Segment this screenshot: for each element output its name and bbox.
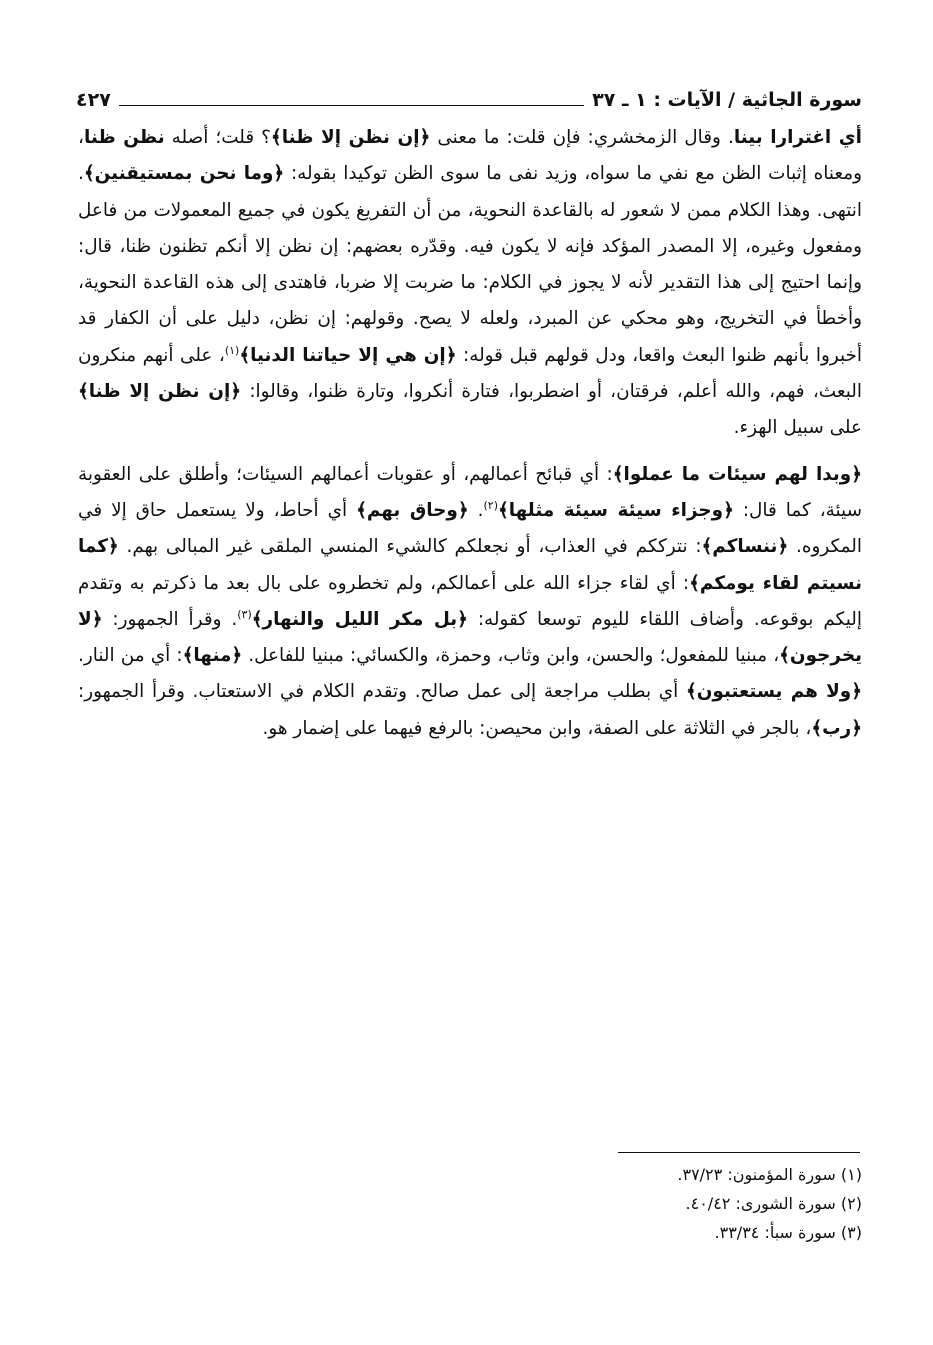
quran-quote: ﴿ولا هم يستعتبون﴾: [685, 681, 863, 703]
page-number: ٤٢٧: [76, 89, 111, 111]
quran-quote: ﴿كما نسيتم لقاء يومكم﴾: [78, 536, 862, 594]
text-run: ، بالجر في الثلاثة على الصفة، وابن محيصن: بالرفع فيهما على إضمار هو.: [262, 717, 812, 739]
footnote: (١) سورة المؤمنون: ٣٧/٢٣.: [677, 1165, 862, 1184]
text-run: ، ومعناه إثبات الظن مع نفي ما سواه، وزيد نفى ما سوى الظن توكيدا بقوله:: [78, 127, 862, 185]
text-run: : أي قبائح أعمالهم، أو عقوبات أعمالهم السيئات؛ وأطلق على العقوبة سيئة، كما قال:: [78, 463, 862, 521]
text-run: . انتهى. وهذا الكلام ممن لا شعور له بالقاعدة النحوية، من أن التفريغ يكون في جميع المعمولات من فاعل ومفعول وغيره، إلا المصدر المؤكد فإنه لا يكون فيه. وقدّره بعضهم: إن نظن إلا أنكم تظنون ظنا، قال: وإنما احتيج إلى هذا التقدير لأنه لا يجوز في الكلام: ما ضربت إلا ضربا، فاهتدى إلى هذه القاعدة النحوية، وأخطأ في التخريج، وهو محكي عن المبرد، ولعله لا يصح. وقولهم: إن نظن، دليل على أن الكفار قد أخبروا بأنهم ظنوا البعث واقعا، ودل قولهم قبل قوله:: [78, 163, 863, 366]
footnote-ref: (٣): [237, 607, 252, 621]
text-run: . وقال الزمخشري: فإن قلت: ما معنى: [430, 127, 734, 148]
footnote-rule: [618, 1152, 860, 1153]
footnote-ref: (١): [224, 343, 240, 357]
footnote: (٣) سورة سبأ: ٣٣/٣٤.: [714, 1223, 862, 1242]
text-run: ، مبنيا للمفعول؛ والحسن، وابن وثاب، وحمزة، والكسائي: مبنيا للفاعل.: [242, 645, 780, 667]
text-run: : نترككم في العذاب، أو نجعلكم كالشيء المنسي الملقى غير المبالى بهم.: [118, 536, 702, 558]
text-run: أي بطلب مراجعة إلى عمل صالح. وتقدم الكلام في الاستعتاب. وقرأ الجمهور:: [78, 681, 686, 703]
quran-quote: ﴿ننساكم﴾: [701, 536, 789, 558]
paragraph: [78, 457, 862, 747]
footnotes: [500, 1160, 862, 1247]
quran-quote: ﴿وجزاء سيئة سيئة مثلها﴾: [497, 499, 734, 521]
quran-quote: ﴿رب﴾: [811, 717, 862, 739]
bold-text: أي اغترارا بينا: [733, 127, 862, 148]
text-run: . وقرأ الجمهور:: [102, 608, 238, 630]
quran-quote: ﴿لا يخرجون﴾: [78, 608, 863, 667]
text-run: ، على أنهم منكرون البعث، فهم، والله أعلم، فرقتان، أو اضطربوا، فتارة أنكروا، وتارة ظنوا، وقالوا:: [78, 344, 862, 403]
quran-quote: ﴿إن نظن إلا ظنا﴾: [78, 381, 242, 403]
text-run: على سبيل الهزء.: [733, 417, 862, 439]
quran-quote: ﴿إن نظن إلا ظنا﴾: [270, 127, 431, 148]
text-run: : أي لقاء جزاء الله على أعمالكم، ولم تخطروه على بال بعد ما ذكرتم به وتقدم إليكم بوقوعه. وأضاف اللقاء لليوم توسعا كقوله:: [78, 572, 862, 630]
body-text: [78, 120, 862, 747]
running-header: [76, 76, 862, 110]
text-run: ؟ قلت؛ أصله: [164, 127, 271, 148]
text-run: أي أحاط، ولا يستعمل حاق إلا في المكروه.: [78, 499, 863, 558]
text-run: : أي من النار.: [78, 645, 183, 667]
quran-quote: ﴿إن هي إلا حياتنا الدنيا﴾: [239, 344, 457, 366]
quran-quote: ﴿وحاق بهم﴾: [356, 499, 469, 521]
quran-quote: ﴿منها﴾: [182, 645, 243, 667]
quran-quote: ﴿وبدا لهم سيئات ما عملوا﴾: [612, 463, 862, 485]
quran-quote: ﴿وما نحن بمستيقنين﴾: [83, 163, 285, 185]
header-title: سورة الجاثية / الآيات : ١ ـ ٣٧: [592, 89, 862, 111]
text-run: .: [468, 499, 484, 521]
footnote: (٢) سورة الشورى: ٤٠/٤٢.: [685, 1194, 862, 1213]
quran-quote: ﴿بل مكر الليل والنهار﴾: [251, 608, 468, 630]
bold-text: نظن ظنا: [83, 127, 165, 148]
header-rule: [119, 105, 584, 106]
footnote-ref: (٢): [483, 498, 498, 512]
paragraph: [78, 120, 862, 447]
